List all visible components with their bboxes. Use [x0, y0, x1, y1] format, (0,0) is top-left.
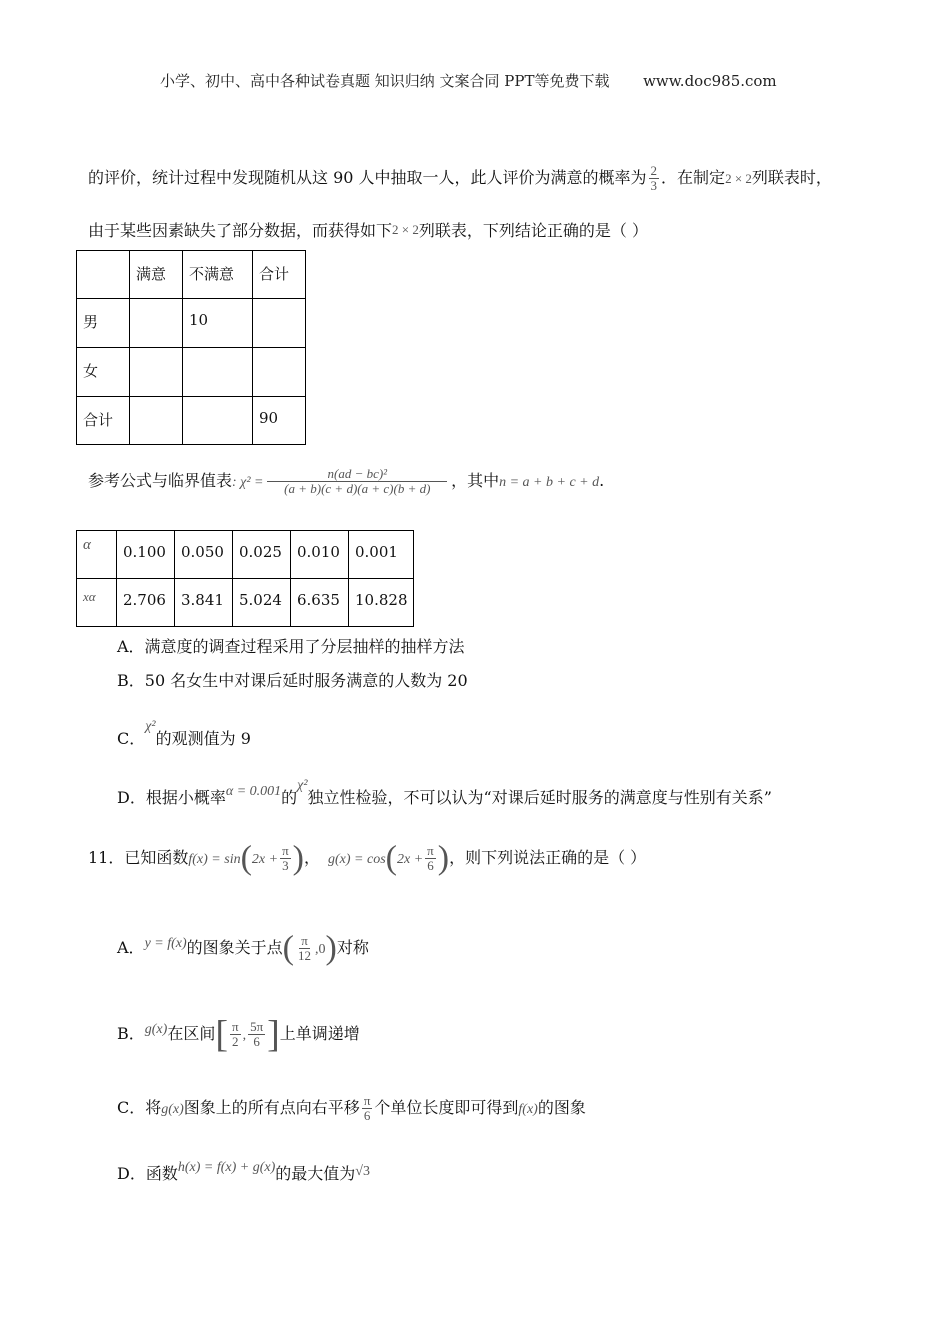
table-cell: 90: [253, 397, 306, 445]
pi-over-6: $\frac{\pi}{6}$: [363, 1092, 371, 1123]
pi-over-6: $\frac{\pi}{6}$: [427, 842, 434, 873]
table-cell: 女: [77, 348, 130, 397]
table-header-cell: [77, 251, 130, 299]
option-a-end: 对称: [336, 938, 369, 957]
q11-stem: 11．已知函数f(x) = sin(2x + $\frac{\pi}{3}$ )， g(x) = cos(2x + $\frac{\pi}{6}$ )，则下列说法正确的是（ ）: [88, 839, 647, 877]
intro-line-1: [88, 152, 832, 205]
chi-squared-symbol: χ²: [145, 719, 156, 734]
option-d-label: D．根据小概率: [117, 788, 226, 807]
table-cell: [183, 397, 253, 445]
chi-squared-symbol: : χ² =: [232, 475, 264, 490]
y-equals-f: y = f(x): [144, 936, 187, 951]
table-header-cell: 合计: [253, 251, 306, 299]
table-cell: 合计: [77, 397, 130, 445]
table-size-2: 2 × 2: [392, 222, 419, 237]
alpha-value: α = 0.001: [225, 784, 282, 799]
alpha-cell: 0.001: [349, 531, 414, 579]
zero: 0: [318, 942, 326, 957]
alpha-cell: 0.010: [291, 531, 349, 579]
q10-option-b: B．50 名女生中对课后延时服务满意的人数为 20: [117, 671, 468, 690]
option-c-text-a: C．将: [117, 1098, 162, 1117]
alpha-cell: 0.025: [233, 531, 291, 579]
x-alpha-cell: 5.024: [233, 579, 291, 627]
q10-option-a: A．满意度的调查过程采用了分层抽样的抽样方法: [117, 637, 465, 656]
comma: ，: [304, 848, 321, 867]
option-b-text: 在区间: [167, 1024, 216, 1043]
option-d-text-b: 的最大值为: [275, 1164, 356, 1183]
option-c-text-d: 的图象: [537, 1098, 586, 1117]
intro-text-e: 列联表，下列结论正确的是（ ）: [418, 221, 648, 240]
f-argument: 2x +: [251, 852, 279, 867]
x-alpha-cell: 10.828: [349, 579, 414, 627]
table-cell: [183, 348, 253, 397]
header-text: 小学、初中、高中各种试卷真题 知识归纳 文案合同 PPT等免费下载: [160, 72, 610, 90]
sqrt-3: √3: [355, 1164, 370, 1179]
alpha-header: α: [77, 531, 117, 579]
n-expression: n = a + b + c + d: [499, 475, 600, 490]
option-d-text: 独立性检验，不可以认为“对课后延时服务的满意度与性别有关系”: [307, 788, 772, 807]
option-b-end: 上单调递增: [279, 1024, 360, 1043]
option-c-label: C．: [117, 729, 146, 748]
q11-stem-text: 11．已知函数: [88, 848, 189, 867]
table-cell: [130, 348, 183, 397]
f-definition: f(x) = sin: [188, 852, 241, 867]
formula-label: 参考公式与临界值表: [88, 471, 233, 490]
g-argument: 2x +: [397, 852, 424, 867]
intro-text-b: ．在制定: [661, 168, 726, 187]
table-cell: 10: [183, 299, 253, 348]
pi-over-2: $\frac{\pi}{2}$: [231, 1018, 239, 1049]
formula-where: ，其中: [451, 471, 500, 490]
pi-over-3: $\frac{\pi}{3}$: [282, 842, 289, 873]
intro-text-d: 由于某些因素缺失了部分数据，而获得如下: [88, 221, 393, 240]
x-alpha-cell: 2.706: [117, 579, 175, 627]
table-header-cell: 不满意: [183, 251, 253, 299]
q10-option-d: [117, 764, 772, 820]
table-cell: [253, 348, 306, 397]
alpha-cell: 0.050: [175, 531, 233, 579]
option-d-mid: 的: [281, 788, 298, 807]
pi-over-12: $\frac{\pi}{12}$: [298, 932, 311, 963]
chi-squared-symbol: χ²: [297, 778, 308, 793]
option-a-text: 的图象关于点: [186, 938, 283, 957]
formula-line: [88, 448, 604, 516]
header-site: www.doc985.com: [643, 72, 777, 90]
q11-option-b: B．g(x)在区间[ $\frac{\pi}{2}$ , $\frac{5\pi}{6}$ ]上单调递增: [117, 1013, 360, 1056]
option-c-text-b: 图象上的所有点向右平移: [183, 1098, 360, 1117]
q10-option-c: [117, 705, 251, 761]
table-size: 2 × 2: [725, 171, 752, 186]
q11-stem-end: ，则下列说法正确的是（ ）: [449, 848, 647, 867]
x-alpha-cell: 3.841: [175, 579, 233, 627]
contingency-table: [76, 250, 306, 445]
option-c-text-c: 个单位长度即可得到: [374, 1098, 519, 1117]
chi-squared-fraction: $\frac{\text{n(ad − bc)²}}{(a + b)(c + d)(a + c)(b + d)}$: [267, 467, 447, 497]
page-header: [160, 70, 777, 91]
intro-line-2: [88, 218, 648, 241]
table-header-cell: 满意: [130, 251, 183, 299]
g-definition: g(x) = cos: [328, 852, 386, 867]
x-alpha-header: xα: [77, 579, 117, 627]
g-of-x: g(x): [161, 1102, 184, 1117]
g-of-x: g(x): [144, 1022, 168, 1037]
table-cell: [253, 299, 306, 348]
critical-value-table: [76, 530, 414, 627]
f-of-x: f(x): [518, 1102, 538, 1117]
q11-option-a: A．y = f(x)的图象关于点( $\frac{\pi}{12}$ ,0)对称: [117, 929, 369, 967]
table-cell: [130, 299, 183, 348]
intro-text-c: 列联表时，: [751, 168, 832, 187]
probability-fraction: $\frac{2}{3}$: [650, 162, 658, 193]
intro-text-a: 的评价，统计过程中发现随机从这 90 人中抽取一人，此人评价为满意的概率为: [88, 168, 647, 187]
option-a-label: A．: [117, 938, 145, 957]
option-d-text-a: D．函数: [117, 1164, 178, 1183]
formula-end: .: [599, 471, 605, 490]
h-definition: h(x) = f(x) + g(x): [177, 1160, 276, 1175]
q11-option-d: [117, 1146, 370, 1196]
table-cell: 男: [77, 299, 130, 348]
option-c-text: 的观测值为 9: [155, 729, 251, 748]
alpha-cell: 0.100: [117, 531, 175, 579]
q11-option-c: [117, 1080, 586, 1138]
table-cell: [130, 397, 183, 445]
five-pi-over-6: $\frac{5\pi}{6}$: [250, 1018, 264, 1049]
x-alpha-cell: 6.635: [291, 579, 349, 627]
option-b-label: B．: [117, 1024, 145, 1043]
